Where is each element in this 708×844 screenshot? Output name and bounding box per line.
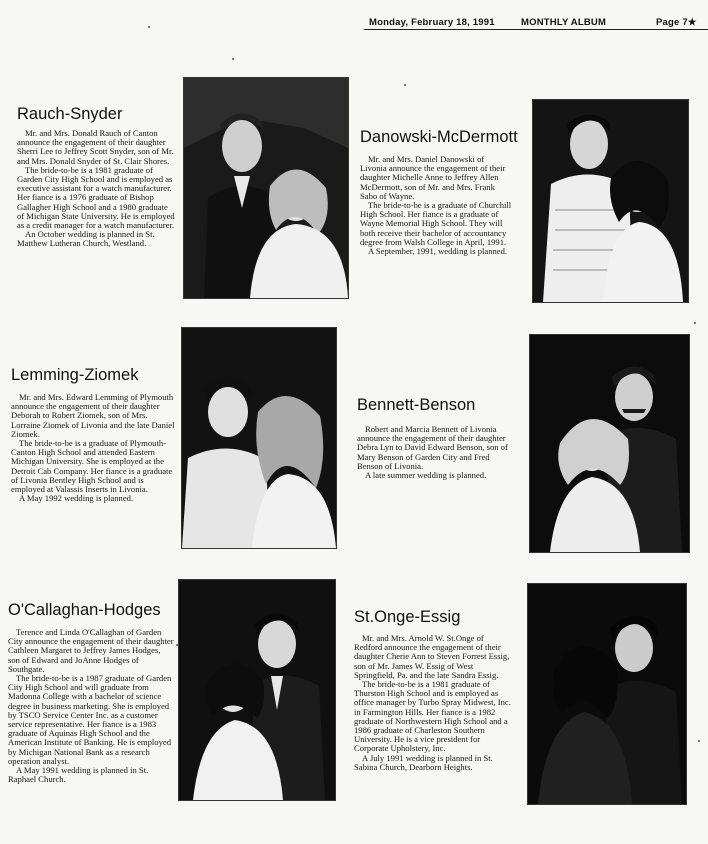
announcement-body-rauch-snyder (17, 129, 177, 249)
couple-photo-rauch-snyder (184, 78, 348, 298)
announcement-title-stonge-essig: St.Onge-Essig (354, 608, 461, 626)
paragraph: A May 1992 wedding is planned. (19, 493, 134, 504)
paragraph: The bride-to-be is a graduate of Churchill High School. Her fiance is a graduate of Wayne Memorial High School. They will both receive their bachelor of accountancy degree from Walsh College in April, 1991. (360, 200, 512, 247)
couple-photo-lemming-ziomek (182, 328, 336, 548)
announcement-body-ocallaghan-hodges (8, 628, 174, 784)
paragraph: Mr. and Mrs. Donald Rauch of Canton announce the engagement of their daughter Sherri Lee to Jeffrey Scott Snyder, son of Mr. and Mrs. Donald Snyder of St. Clair Shores. (17, 128, 174, 166)
scan-speck (176, 644, 178, 646)
paragraph: Mr. and Mrs. Edward Lemming of Plymouth announce the engagement of their daughter Deborah to Robert Ziomek, son of Mrs. Lorraine Ziomek of Livonia and the late Daniel Ziomek. (11, 392, 175, 439)
paragraph: A late summer wedding is planned. (365, 470, 487, 481)
scan-speck (232, 58, 234, 60)
announcement-body-lemming-ziomek (11, 393, 177, 503)
paragraph: The bride-to-be is a graduate of Plymouth-Canton High School and attended Eastern Michigan University. She is employed at the Detroit Cab Company. Her fiance is a graduate of Livonia Bentley High School and is employed at Valassis Inserts in Livonia. (11, 438, 173, 495)
announcement-body-stonge-essig (354, 634, 512, 772)
paragraph: The bride-to-be is a 1981 graduate of Garden City High School and is employed as executive assistant for a watch manufacturer. Her fiance is a 1976 graduate of Bishop Gallagher High School and a 1980 graduate of Michigan State University. He is employed as a credit manager for a watch manufacturer. (17, 164, 175, 231)
announcement-title-lemming-ziomek: Lemming-Ziomek (11, 366, 139, 384)
issue-date: Monday, February 18, 1991 (369, 17, 495, 28)
announcement-title-ocallaghan-hodges: O'Callaghan-Hodges (8, 601, 161, 619)
paragraph: An October wedding is planned in St. Matthew Lutheran Church, Westland. (17, 229, 155, 249)
announcement-title-rauch-snyder: Rauch-Snyder (17, 105, 123, 123)
paragraph: Mr. and Mrs. Arnold W. St.Onge of Redford announce the engagement of their daughter Cherie Ann to Steven Forrest Essig, son of Mr. James W. Essig of West Springfield, Pa. and the late Sandra Essig. (354, 633, 510, 680)
paragraph: Terence and Linda O'Callaghan of Garden City announce the engagement of their daughter Cathleen Margaret to Jeffrey James Hodges, son of Edward and JoAnne Hodges of Southgate. (8, 627, 174, 674)
couple-photo-ocallaghan-hodges (179, 580, 335, 800)
paragraph: Mr. and Mrs. Daniel Danowski of Livonia announce the engagement of their daughter Michelle Anne to Jeffrey Allen McDermott, son of Mr. and Mrs. Frank Sabo of Wayne. (360, 154, 506, 201)
couple-photo-bennett-benson (530, 335, 689, 552)
paragraph: Robert and Marcia Bennett of Livonia announce the engagement of their daughter Debra Lyn to David Edward Benson, son of Mary Benson of Garden City and Fred Benson of Livonia. (357, 424, 508, 471)
scan-speck (148, 26, 150, 28)
paragraph: The bride-to-be is a 1987 graduate of Garden City High School and will graduate from Madonna College with a bachelor of science degree in business marketing. She is employed by TSCO Service Center Inc. as a customer service representative. Her fiance is a 1983 graduate of Aquinas High School and the American Institute of Banking. He is employed by Michigan National Bank as a research operation analyst. (8, 673, 172, 766)
announcement-body-danowski-mcdermott (360, 155, 512, 256)
announcement-title-danowski-mcdermott: Danowski-McDermott (360, 128, 518, 146)
scan-speck (698, 740, 700, 742)
announcement-title-bennett-benson: Bennett-Benson (357, 396, 476, 414)
paragraph: A September, 1991, wedding is planned. (368, 246, 508, 257)
scan-speck (694, 322, 696, 324)
couple-photo-stonge-essig (528, 584, 686, 804)
section-name: MONTHLY ALBUM (521, 17, 607, 28)
couple-photo-danowski-mcdermott (533, 100, 688, 302)
paragraph: A July 1991 wedding is planned in St. Sabina Church, Dearborn Heights. (354, 752, 493, 772)
scan-speck (404, 84, 406, 86)
paragraph: The bride-to-be is a 1981 graduate of Thurston High School and is employed as office manager by Turbo Spray Midwest, Inc. in Farmington Hills. Her fiance is a 1982 graduate of Northwestern High School and a 1986 graduate of Charleston Southern University. He is a vice president for Corporate Upholstery, Inc. (354, 679, 511, 754)
announcement-body-bennett-benson (357, 425, 513, 480)
page-number: Page 7★ (656, 17, 697, 28)
header-rule (364, 29, 708, 30)
paragraph: A May 1991 wedding is planned in St. Raphael Church. (8, 765, 149, 785)
